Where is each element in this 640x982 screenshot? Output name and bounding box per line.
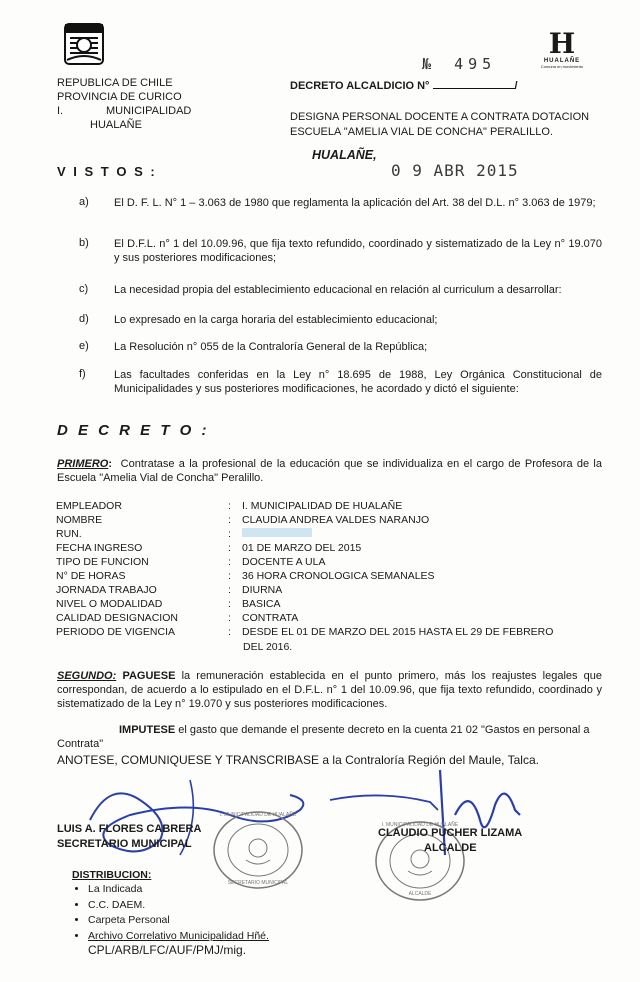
field-colon: : [228, 556, 231, 568]
segundo-text: la remuneración establecida en el punto primero, más los reajustes legales que correspondan, de acuerdo a lo estipulado en el D.F.L. n° 1 del 10.09.96, que fija texto refundido, coordinado y sistematizado de la Ley n° 19.070 y sus posteriores modificaciones. [57, 670, 602, 710]
field-key: PERIODO DE VIGENCIA [56, 626, 176, 638]
issuer-block [57, 76, 192, 132]
decree-number-prefix: № [422, 55, 432, 73]
field-value: DESDE EL 01 DE MARZO DEL 2015 HASTA EL 29 DE FEBRERO [242, 626, 554, 638]
distribution-item: • Archivo Correlativo Municipalidad Hñé. [88, 929, 269, 945]
field-key: TIPO DE FUNCION [56, 556, 149, 568]
secretary-seal-text: I. MUNICIPALIDAD DE HUALAÑE [219, 812, 297, 818]
hualane-logo-mark: H [548, 27, 576, 60]
mayor-title: ALCALDE [424, 842, 477, 854]
field-key: FECHA INGRESO [56, 542, 143, 554]
vistos-text: Lo expresado en la carga horaria del establecimiento educacional; [114, 314, 438, 326]
vistos-letter: e) [79, 340, 89, 352]
vistos-letter: b) [79, 237, 89, 249]
field-colon: : [228, 584, 231, 596]
field-colon: : [228, 598, 231, 610]
primero-colon: : [108, 458, 113, 470]
field-value: 36 HORA CRONOLOGICA SEMANALES [242, 570, 435, 582]
field-key: N° DE HORAS [56, 570, 126, 582]
field-key: RUN. [56, 528, 82, 540]
vistos-letter: c) [79, 283, 89, 295]
field-colon: : [228, 514, 231, 526]
mayor-seal-text: I. MUNICIPALIDAD DE HUALAÑE [381, 822, 459, 828]
decree-place: HUALAÑE, [312, 148, 377, 162]
secretary-title: SECRETARIO MUNICIPAL [57, 838, 192, 850]
field-value: I. MUNICIPALIDAD DE HUALAÑE [242, 500, 403, 512]
redacted-run [242, 528, 612, 540]
issuer-line: MUNICIPALIDAD [106, 105, 192, 117]
segundo-bold: PAGUESE [122, 670, 176, 682]
decreto-title: D E C R E T O : [57, 422, 210, 439]
vistos-title: V I S T O S : [57, 164, 157, 179]
secretary-seal-text: SECRETARIO MUNICIPAL [227, 880, 289, 886]
field-value: DIURNA [242, 584, 283, 596]
decree-number: 495 [454, 55, 497, 73]
hualane-logo [538, 27, 586, 69]
vistos-letter: a) [79, 196, 89, 208]
distribution-initials: CPL/ARB/LFC/AUF/PMJ/mig. [88, 943, 247, 957]
field-value: BASICA [242, 598, 281, 610]
field-value: CLAUDIA ANDREA VALDES NARANJO [242, 514, 430, 526]
hualane-logo-name: HUALAÑE [543, 58, 581, 64]
vistos-text: El D.F.L. n° 1 del 10.09.96, que fija texto refundido, coordinado y sistematizado de la Ley n° 19.070 y sus posteriores modificaciones; [114, 238, 602, 264]
distribution-list [74, 882, 269, 944]
field-value: 01 DE MARZO DEL 2015 [242, 542, 362, 554]
distribution-item: • C.C. DAEM. [88, 898, 269, 914]
hualane-logo-tagline: Comuna en movimiento [540, 64, 584, 69]
subject-line: ESCUELA "AMELIA VIAL DE CONCHA" PERALILLO. [290, 126, 553, 138]
field-key: NOMBRE [56, 514, 103, 526]
decree-label: DECRETO ALCALDICIO N° / [290, 80, 518, 92]
decree-number-stamp [422, 55, 496, 73]
vistos-letter: f) [79, 368, 86, 380]
field-value: DOCENTE A ULA [242, 556, 326, 568]
issuer-line: PROVINCIA DE CURICO [57, 91, 182, 103]
imputese-bold: IMPUTESE [119, 724, 176, 736]
field-colon: : [228, 542, 231, 554]
field-colon: : [228, 612, 231, 624]
field-key: CALIDAD DESIGNACION [56, 612, 178, 624]
distribution-title: DISTRIBUCION: [72, 869, 152, 881]
field-key: EMPLEADOR [56, 500, 122, 512]
primero-clause [57, 457, 602, 485]
segundo-clause [57, 669, 602, 711]
field-colon: : [228, 570, 231, 582]
mayor-seal-text: ALCALDE [408, 891, 432, 897]
anotese-line: ANOTESE, COMUNIQUESE Y TRANSCRIBASE a la Contraloría Región del Maule, Talca. [57, 753, 539, 767]
primero-label: PRIMERO [57, 458, 109, 470]
vistos-text: Las facultades conferidas en la Ley n° 18.695 de 1988, Ley Orgánica Constitucional de Municipalidades y sus posteriores modificaciones, he acordado y dictó el siguiente: [114, 369, 602, 395]
decree-date-stamp: 0 9 ABR 2015 [391, 161, 519, 180]
mayor-name: CLAUDIO PUCHER LIZAMA [378, 827, 523, 839]
secretary-seal [210, 808, 306, 892]
distribution-item: • Carpeta Personal [88, 913, 269, 929]
field-key: NIVEL O MODALIDAD [56, 598, 163, 610]
issuer-line: HUALAÑE [90, 119, 142, 131]
segundo-label: SEGUNDO: [57, 670, 117, 682]
field-colon: : [228, 528, 231, 540]
issuer-line: REPUBLICA DE CHILE [57, 77, 173, 89]
imputese-text: el gasto que demande el presente decreto en la cuenta 21 02 "Gastos en personal a Contrata" [57, 724, 590, 750]
distribution-item: • La Indicada [88, 882, 269, 898]
field-key: JORNADA TRABAJO [56, 584, 157, 596]
vistos-letter: d) [79, 313, 89, 325]
field-colon: : [228, 500, 231, 512]
subject-line: DESIGNA PERSONAL DOCENTE A CONTRATA DOTACION [290, 111, 590, 123]
primero-text: Contratase a la profesional de la educación que se individualiza en el cargo de Profesora de la Escuela "Amelia Vial de Concha" Peralillo. [57, 458, 602, 484]
field-value: CONTRATA [242, 612, 299, 624]
issuer-line: I. [57, 105, 64, 117]
vistos-text: El D. F. L. N° 1 – 3.063 de 1980 que reglamenta la aplicación del Art. 38 del D.L. n° 3.063 de 1979; [114, 197, 596, 209]
vigencia-continuation: DEL 2016. [243, 641, 293, 653]
decree-subject [290, 110, 589, 140]
secretary-name: LUIS A. FLORES CABRERA [57, 823, 202, 835]
field-colon: : [228, 626, 231, 638]
vistos-text: La Resolución n° 055 de la Contraloría General de la República; [114, 341, 428, 353]
imputese-clause [57, 723, 602, 751]
vistos-text: La necesidad propia del establecimiento educacional en relación al curriculum a desarrollar: [114, 284, 562, 296]
coat-of-arms-logo [62, 22, 106, 66]
